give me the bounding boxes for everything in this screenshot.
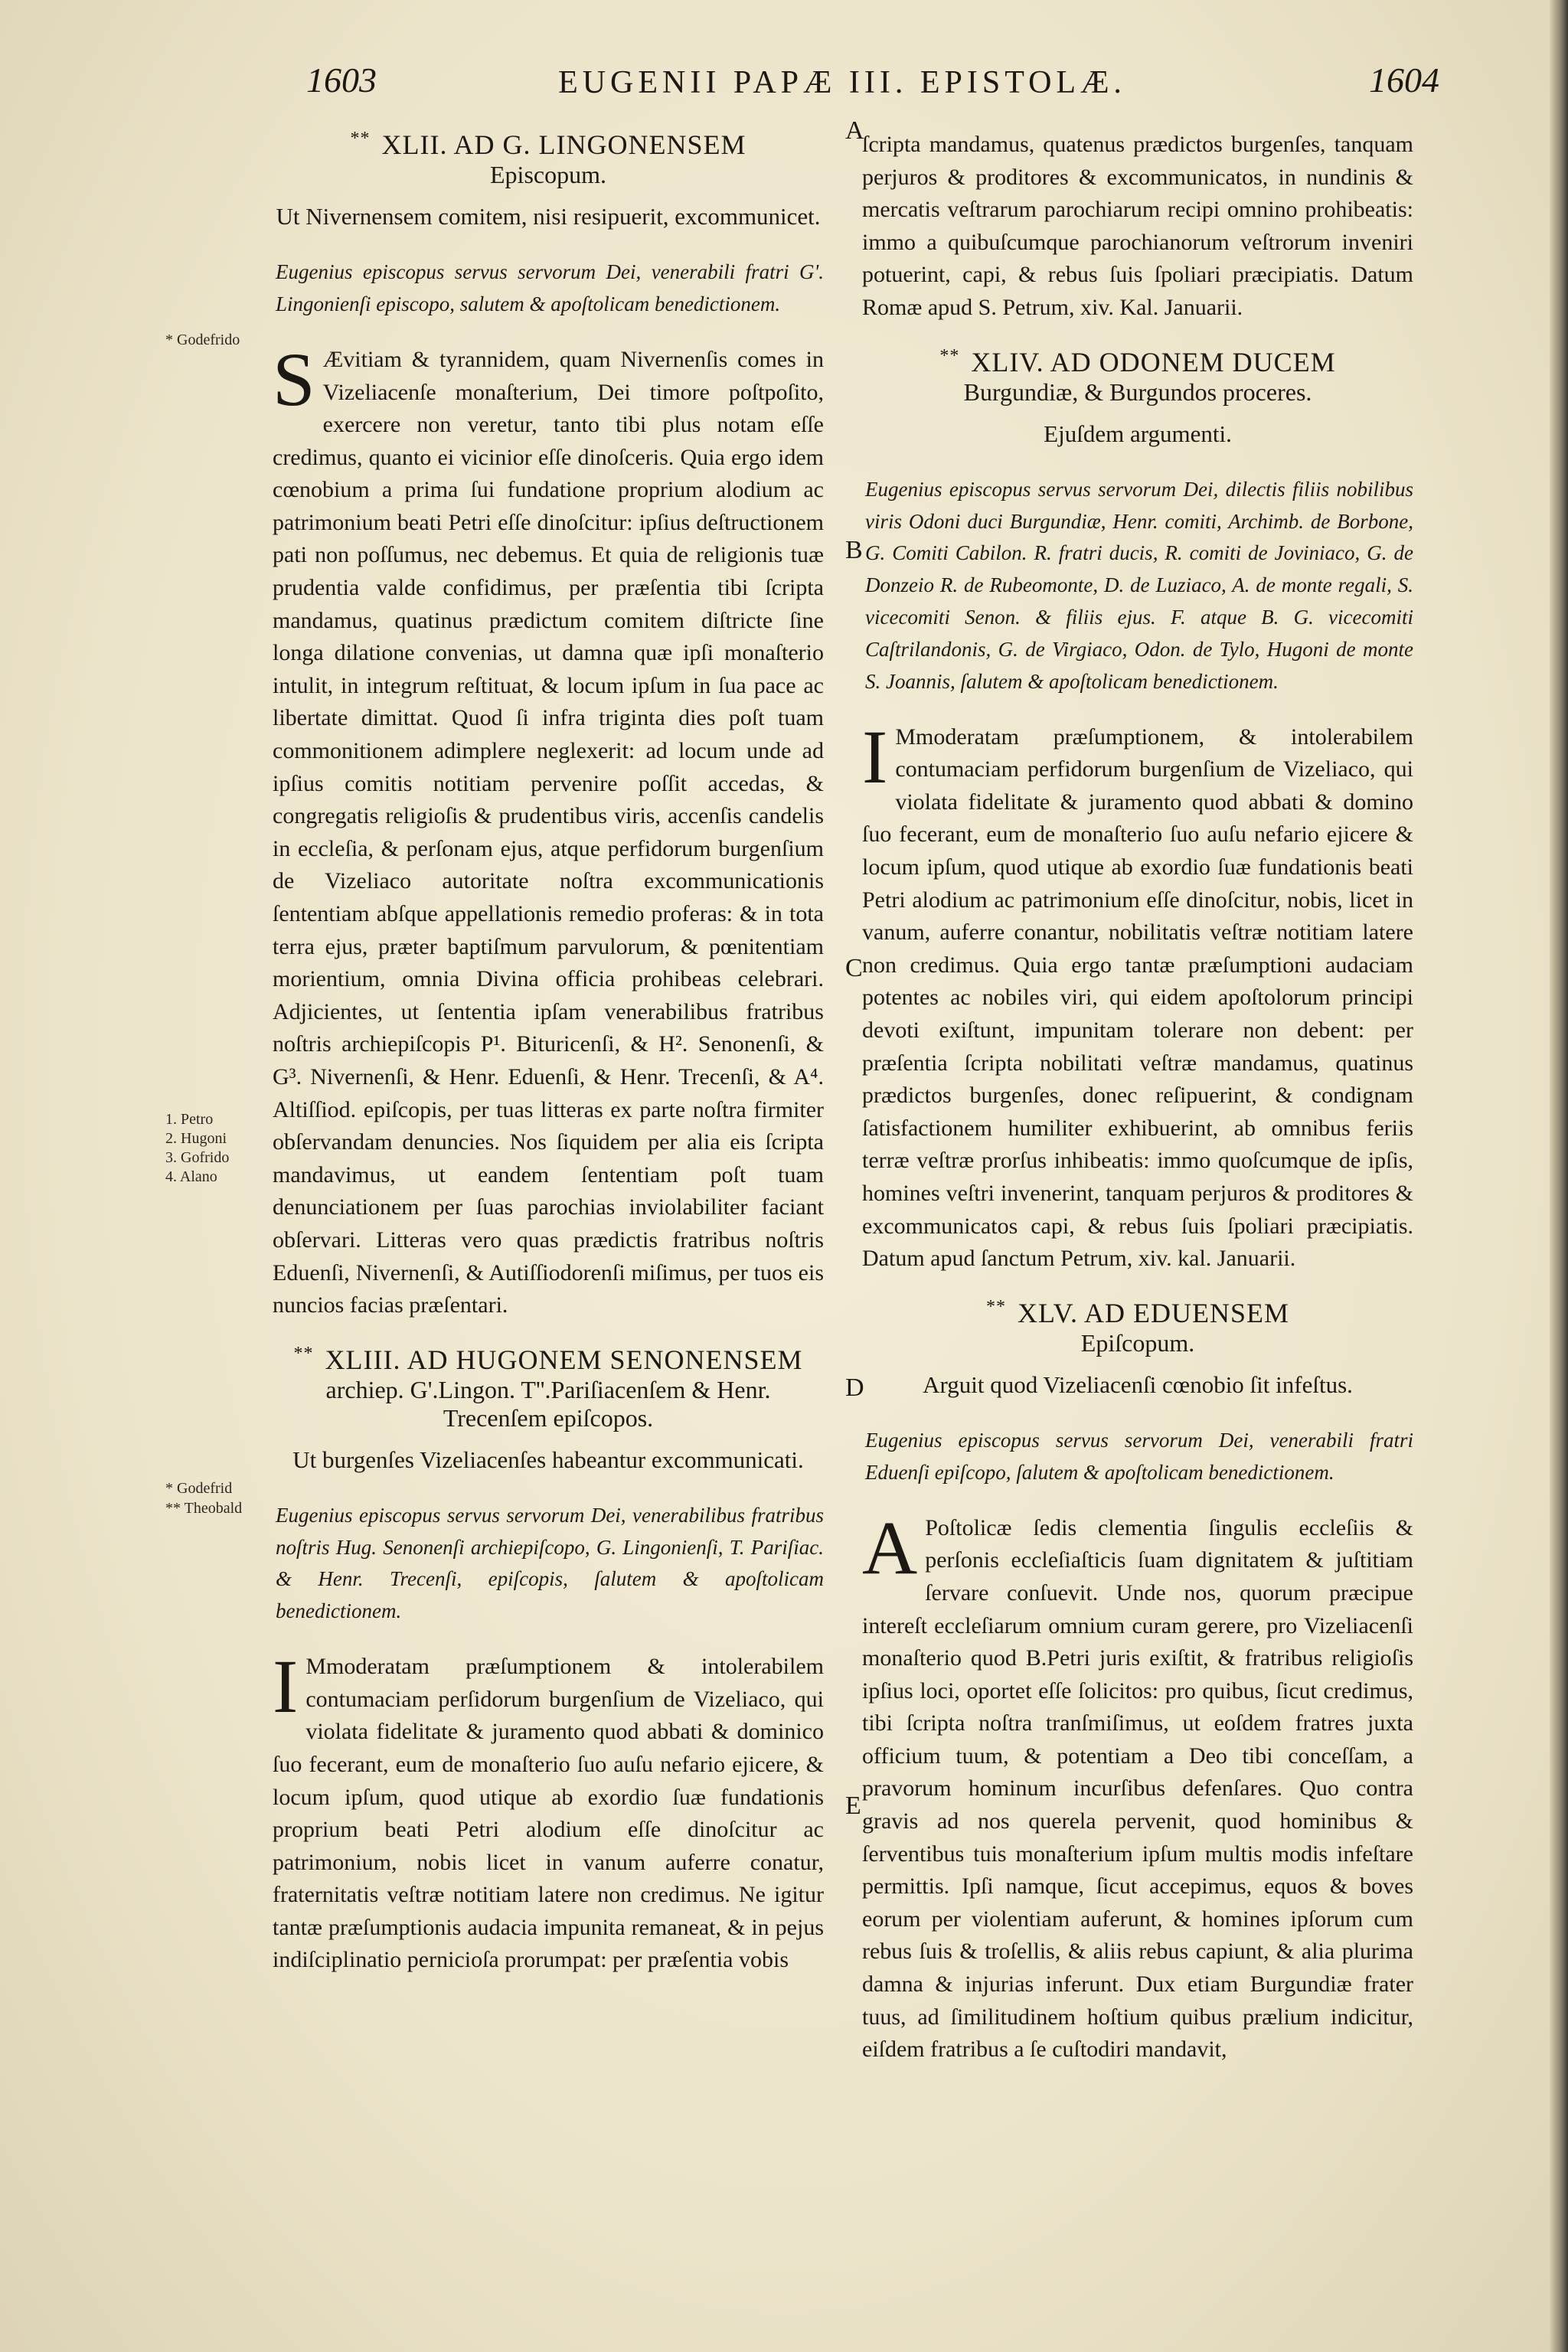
letter-44-body: I Mmoderatam præſumptionem, & intolerabilem contumaciam perfidorum burgenſium de Vizeliaco, qui violata fidelitate & juramento quod abbati & domino ſuo fecerant, eum de monaſterio ſuo auſu nefario ejicere & locum ipſum, quod utique ab exordio ſuæ fundationis beati Petri alodium ac patrimonium eſſe dinoſcitur, nobis, licet in vanum, auferre conantur, nobilitatis veſtræ notitiam latere non credimus. Quia ergo tantæ præſumptioni audaciam potentes ac nobiles viri, qui eidem apoſtolorum principi devoti exiſtunt, impunitam tolerare non debent: per præſentia ſcripta nobilitati veſtræ mandamus, quatinus prædictos burgenſes, donec reſipuerint, & condignam ſatisfactionem humiliter exhibuerint, ab omnibus feriis terræ veſtræ prorſus inhibeatis: immo quoſcumque de ipſis, homines veſtri invenerint, tanquam perjuros & proditores & excommunicatos capi, & rebus ſuis ſpoliari præcipiatis. Datum apud ſanctum Petrum, xiv. kal. Januarii. xyxy=(862,714,1413,1272)
letter-44-salutation: Eugenius episcopus servus servorum Dei, dilectis filiis nobilibus viris Odoni duci Burgundiæ, Henr. comiti, Archimb. de Borbone, G. Comiti Cabilon. R. fratri ducis, R. comiti de Joviniaco, G. de Donzeio R. de Rubeomonte, D. de Luziaco, A. de monte regali, S. vicecomiti Senon. & filiis ejus. F. atque B. G. vicecomiti Caſtrilandonis, G. de Virgiaco, Odon. de Tylo, Hugoni de monte S. Joannis, ſalutem & apoſtolicam benedictionem. xyxy=(865,477,1413,693)
margin-note-item: 3. Gofrido xyxy=(165,1149,230,1166)
letter-43-argument: Ut burgenſes Vizeliacenſes habeantur excommunicati. xyxy=(292,1446,804,1473)
page-number-left: 1603 xyxy=(306,60,377,100)
margin-note-item: 4. Alano xyxy=(165,1168,217,1185)
margin-note-godefrido: * Godefrido xyxy=(165,332,240,348)
margin-note-item: 1. Petro xyxy=(165,1111,214,1128)
letter-44-heading-sub: Burgundiæ, & Burgundos proceres. xyxy=(963,377,1312,406)
drop-cap: S xyxy=(273,336,315,422)
letter-43-salutation: Eugenius episcopus servus servorum Dei, venerabilibus fratribus noſtris Hug. Senonenſi archiepiſcopo, G. Lingonienſi, T. Pariſiac. & Henr. Trecenſi, epiſcopis, ſalutem & apoſtolicam benedictionem. xyxy=(276,1503,824,1623)
letter-42-argument: Ut Nivernensem comitem, nisi resipuerit, excommunicet. xyxy=(276,203,821,230)
drop-cap: A xyxy=(862,1504,918,1590)
margin-note-item: 2. Hugoni xyxy=(165,1130,227,1147)
letter-43-continuation: ſcripta mandamus, quatenus prædictos burgenſes, tanquam perjuros & proditores & excommunicatos, in nundinis & mercatis veſtrarum parochiarum recipi omnino prohibeatis: immo a quibuſcumque parochianorum veſtrorum inveniri potuerint, capi, & rebus ſuis ſpoliari præcipiatis. Datum Romæ apud S. Petrum, xiv. Kal. Januarii. xyxy=(862,132,1413,320)
letter-45-heading-sub: Epiſcopum. xyxy=(1080,1329,1195,1357)
section-marker-c: C xyxy=(845,954,863,982)
left-column xyxy=(273,129,824,1998)
letter-43-heading-sub: archiep. G'.Lingon. T''.Pariſiacenſem & Henr. Trecenſem epiſcopos. xyxy=(325,1376,771,1432)
letter-42-body: S Ævitiam & tyrannidem, quam Nivernenſis comes in Vizeliacenſe monaſterium, Dei timore poſtpoſito, exercere non veretur, tanto tibi plus notam eſſe credimus, quanto ei vicinior eſſe dinoſceris. Quia ergo idem cœnobium a prima ſui fundatione proprium alodium ac patrimonium beati Petri eſſe dinoſcitur: ipſius deſtructionem pati non poſſumus, nec debemus. Et quia de religionis tuæ prudentia valde confidimus, per præſentia tibi ſcripta mandamus, quatinus prædictum comitem diſtricte ſine longa dilatione convenias, ut damna quæ ipſi monaſterio intulit, in integrum reſtituat, & locum ipſum in ſua pace ac libertate dimittat. Quod ſi infra triginta dies poſt tuam commonitionem adimplere neglexerit: ad locum unde ad ipſius comitis notitiam pervenire poſſit accedas, & congregatis religioſis & prudentibus viris, accenſis candelis in eccleſia, & perſonam ejus, atque perfidorum burgenſium de Vizeliaco autoritate noſtra excommunicationis ſententiam abſque appellationis remedio proferas: & in tota terra ejus, præter baptiſmum parvulorum, & pœnitentiam morientium, omnia Divina officia prohibeas celebrari. Adjicientes, ut ſententia ipſam venerabilibus fratribus noſtris archiepiſcopis P¹. Bituricenſi, & H². Senonenſi, & G³. Nivernenſi, & Henr. Eduenſi, & Henr. Trecenſi, & A⁴. Altiſſiod. epiſcopis, per tuas litteras ex parte noſtra firmiter obſervandam denuncies. Nos ſiquidem per alia eis ſcripta mandavimus, ut eandem ſententiam poſt tuam denunciationem per ſuas parochias inviolabiliter faciant obſervari. Litteras vero quas prædictis fratribus noſtris Eduenſi, Nivernenſi, & Autiſſiodorenſi miſimus, per tuos eis nuncios facias præſentari. xyxy=(273,336,824,1318)
running-title: EUGENII PAPÆ III. EPISTOLÆ. xyxy=(558,65,1126,100)
margin-note-theobald: ** Theobald xyxy=(165,1500,243,1517)
section-marker-e: E xyxy=(845,1792,861,1820)
letter-45-heading: ** XLV. AD EDUENSEM Epiſcopum. xyxy=(862,1297,1413,1357)
letter-43-heading: ** XLIII. AD HUGONEM SENONENSEM archiep. G'.Lingon. T''.Pariſiacenſem & Henr. Trecenſem epiſcopos. xyxy=(273,1344,824,1432)
page-edge xyxy=(1550,0,1568,2352)
letter-44-argument: Ejuſdem argumenti. xyxy=(1044,420,1232,447)
letter-45-body: A Poſtolicæ ſedis clementia ſingulis eccleſiis & perſonis eccleſiaſticis ſuam dignitatem & juſtitiam ſervare conſuevit. Unde nos, quorum præcipue intereſt eccleſiarum omnium curam gerere, pro Vizeliacenſi monaſterio quod B.Petri juris exiſtit, & fratribus religioſis ipſius loci, oportet eſſe ſolicitos: pro quibus, ſicut credimus, tibi ſcripta noſtra tranſmiſimus, ut eoſdem fratres juxta officium tuum, & potentiam a Deo tibi conceſſam, a pravorum hominum incurſibus defenſares. Quo contra gravis ad nos querela pervenit, quod hominibus & ſerventibus tuis monaſterium ipſum multis modis infeſtare permittis. Ipſi namque, ſicut accepimus, equos & boves eorum per violentiam auferunt, & homines ipſorum cum rebus ſuis & troſellis, & aliis rebus capiunt, & alia plurima damna & injurias inferunt. Dux etiam Burgundiæ frater tuus, ad ſimilitudinem hoſtium quibus prælium indicitur, eiſdem fratribus a ſe cuſtodiri mandavit, xyxy=(862,1504,1413,2063)
margin-note-godefrid: * Godefrid xyxy=(165,1480,233,1497)
letter-42-salutation: Eugenius episcopus servus servorum Dei, venerabili fratri G'. Lingonienſi episcopo, salutem & apoſtolicam benedictionem. xyxy=(276,260,824,316)
letter-45-salutation: Eugenius episcopus servus servorum Dei, venerabili fratri Eduenſi epiſcopo, ſalutem & apoſtolicam benedictionem. xyxy=(865,1429,1413,1484)
right-column xyxy=(862,129,1413,2088)
running-header xyxy=(306,60,1439,113)
section-marker-a: A xyxy=(845,116,864,145)
margin-note-list xyxy=(165,1110,229,1187)
letter-42-heading-sub: Episcopum. xyxy=(490,161,606,189)
letter-44-heading: ** XLIV. AD ODONEM DUCEM Burgundiæ, & Burgundos proceres. xyxy=(862,346,1413,407)
drop-cap: I xyxy=(862,714,888,799)
letter-45-argument: Arguit quod Vizeliacenſi cœnobio ſit infeſtus. xyxy=(923,1370,1353,1398)
letter-42-heading: ** XLII. AD G. LINGONENSEM Episcopum. xyxy=(273,129,824,189)
section-marker-d: D xyxy=(845,1374,864,1402)
letter-43-body: I Mmoderatam præſumptionem & intolerabilem contumaciam perſidorum burgenſium de Vizeliaco, qui violata fidelitate & juramento quod abbati & dominico ſuo fecerant, eum de monaſterio ſuo auſu nefario ejicere, & locum ipſum, quod utique ab exordio ſuæ fundationis proprium beati Petri alodium eſſe dinoſcitur ac patrimonium, nobis licet in vanum auferre conatur, fraternitatis veſtræ notitiam latere non credimus. Ne igitur tantæ præſumptionis audacia impunita remaneat, & in pejus indiſciplinatio pernicioſa prorumpat: per præſentia vobis xyxy=(273,1644,824,1973)
section-marker-b: B xyxy=(845,536,863,564)
drop-cap: I xyxy=(273,1644,299,1730)
page-number-right: 1604 xyxy=(1369,60,1439,100)
